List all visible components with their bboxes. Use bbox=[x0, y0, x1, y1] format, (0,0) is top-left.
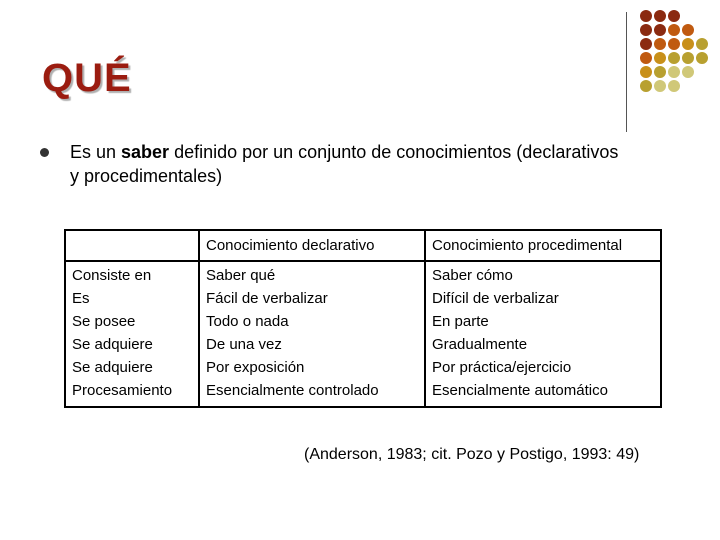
decorative-dot bbox=[668, 24, 680, 36]
table-cell: Fácil de verbalizar bbox=[206, 290, 328, 307]
bullet-icon bbox=[40, 148, 49, 157]
table-cell: Procesamiento bbox=[72, 382, 173, 399]
table-cell: Saber qué bbox=[206, 267, 276, 284]
citation: (Anderson, 1983; cit. Pozo y Postigo, 1993: 49) bbox=[304, 446, 640, 463]
table-cell: Por exposición bbox=[206, 359, 305, 376]
table-cell: Por práctica/ejercicio bbox=[432, 359, 572, 376]
declarative-column bbox=[199, 261, 425, 407]
decorative-dot bbox=[640, 66, 652, 78]
table-cell: Difícil de verbalizar bbox=[432, 290, 559, 307]
decorative-dot bbox=[668, 38, 680, 50]
table-cell: De una vez bbox=[206, 336, 282, 353]
row-label-column bbox=[65, 261, 199, 407]
decorative-dot bbox=[654, 10, 666, 22]
header-empty bbox=[65, 230, 199, 261]
decorative-dot bbox=[682, 38, 694, 50]
decorative-dot bbox=[668, 66, 680, 78]
decorative-dot bbox=[640, 10, 652, 22]
bullet-text: Es un saber definido por un conjunto de conocimientos (declarativos y procedimentales) bbox=[70, 142, 619, 186]
table-cell: Es bbox=[72, 290, 90, 307]
decorative-dot-grid bbox=[640, 10, 720, 110]
table-row bbox=[65, 261, 661, 407]
decorative-dot bbox=[682, 66, 694, 78]
comparison-table bbox=[64, 229, 662, 408]
decorative-divider bbox=[626, 12, 627, 132]
procedural-column bbox=[425, 261, 661, 407]
decorative-dot bbox=[696, 52, 708, 64]
table-cell: Se adquiere bbox=[72, 359, 153, 376]
decorative-dot bbox=[668, 80, 680, 92]
header-declarative: Conocimiento declarativo bbox=[199, 230, 425, 261]
table-cell: En parte bbox=[432, 313, 489, 330]
decorative-dot bbox=[640, 80, 652, 92]
decorative-dot bbox=[654, 66, 666, 78]
decorative-dot bbox=[654, 80, 666, 92]
table-cell: Gradualmente bbox=[432, 336, 528, 353]
table-cell: Se posee bbox=[72, 313, 136, 330]
table-cell: Esencialmente automático bbox=[432, 382, 608, 399]
decorative-dot bbox=[654, 24, 666, 36]
decorative-dot bbox=[682, 24, 694, 36]
slide-title: QUÉ bbox=[42, 56, 132, 100]
header-procedural: Conocimiento procedimental bbox=[425, 230, 661, 261]
table-cell: Esencialmente controlado bbox=[206, 382, 379, 399]
table-cell: Consiste en bbox=[72, 267, 152, 284]
decorative-dot bbox=[640, 52, 652, 64]
table-header-row bbox=[65, 230, 661, 261]
table-cell: Se adquiere bbox=[72, 336, 153, 353]
decorative-dot bbox=[668, 52, 680, 64]
decorative-dot bbox=[668, 10, 680, 22]
decorative-dot bbox=[654, 52, 666, 64]
decorative-dot bbox=[696, 38, 708, 50]
decorative-dot bbox=[640, 24, 652, 36]
decorative-dot bbox=[640, 38, 652, 50]
table-cell: Todo o nada bbox=[206, 313, 289, 330]
decorative-dot bbox=[654, 38, 666, 50]
table-cell: Saber cómo bbox=[432, 267, 513, 284]
decorative-dot bbox=[682, 52, 694, 64]
